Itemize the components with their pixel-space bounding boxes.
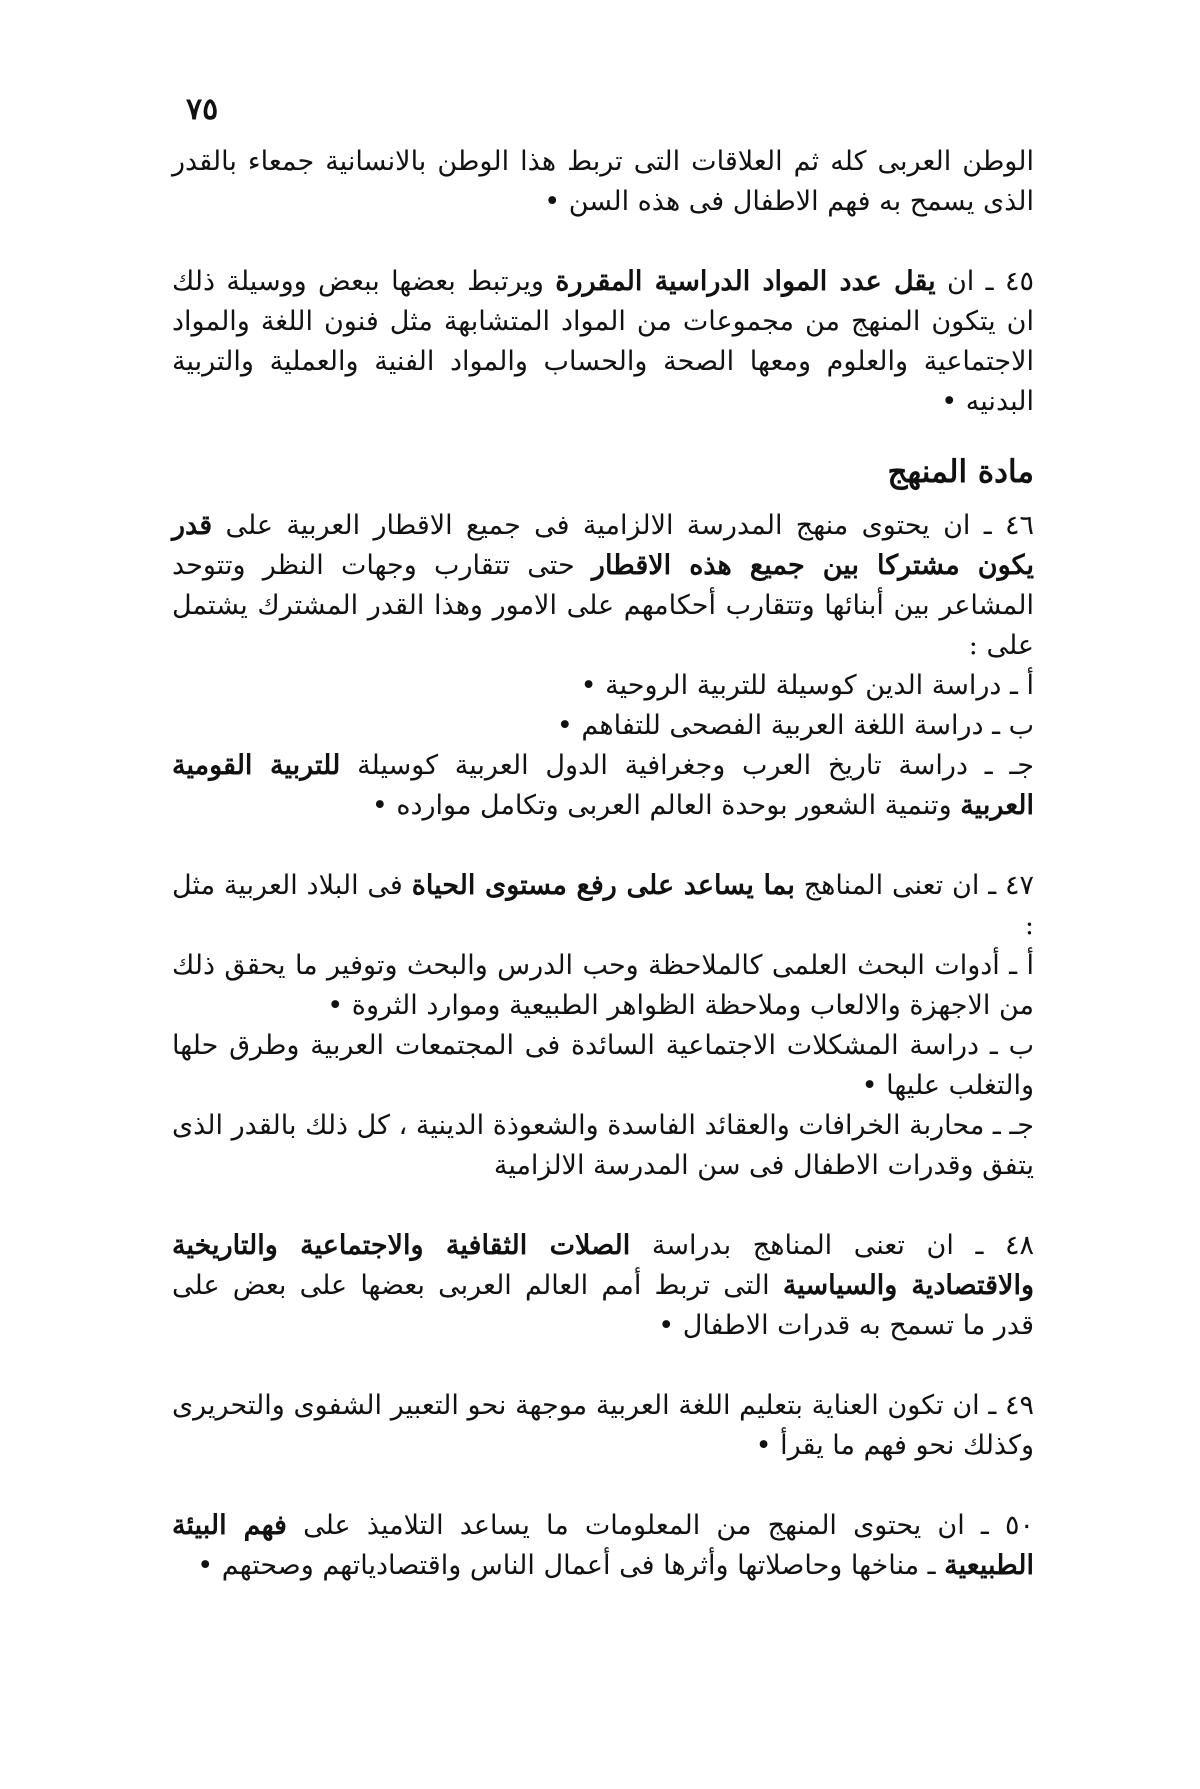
item-49-paragraph: ٤٩ ـ ان تكون العناية بتعليم اللغة العربية موجهة نحو التعبير الشفوى والتحريرى وكذلك نحو فهم ما يقرأ • [172, 1390, 1034, 1461]
item-45-paragraph [172, 262, 1034, 422]
item-46-rest: حتى تتقارب وجهات النظر وتتوحد المشاعر بين أبنائها وتتقارب أحكامهم على الامور وهذا القدر المشترك يشتمل على : [172, 550, 1034, 661]
item-47-subitem-c: جـ ـ محاربة الخرافات والعقائد الفاسدة والشعوذة الدينية ، كل ذلك بالقدر الذى يتفق وقدرات الاطفال فى سن المدرسة الالزامية [172, 1110, 1034, 1181]
page-content [172, 142, 1034, 1586]
item-45-rest: ويرتبط بعضها ببعض ووسيلة ذلك ان يتكون المنهج من مجموعات من المواد المتشابهة مثل فنون اللغة والمواد الاجتماعية والعلوم ومعها الصحة والحساب والمواد الفنية والعملية والتربية البدنيه • [172, 266, 1034, 417]
item-46-subitem-a: أ ـ دراسة الدين كوسيلة للتربية الروحية • [580, 670, 1034, 701]
item-50-paragraph [172, 1506, 1034, 1586]
item-48-emphasis: الصلات الثقافية والاجتماعية والتاريخية والاقتصادية والسياسية [172, 1230, 1034, 1301]
item-50-lead: ٥٠ ـ ان يحتوى المنهج من المعلومات ما يساعد التلاميذ على [286, 1510, 1034, 1541]
item-50-emphasis: فهم البيئة الطبيعية [172, 1510, 1034, 1581]
item-47-emphasis: بما يساعد على رفع مستوى الحياة [411, 870, 795, 901]
item-46-subitem-c-emphasis: للتربية القومية العربية [172, 750, 1034, 821]
item-45-emphasis: يقل عدد المواد الدراسية المقررة [555, 266, 936, 297]
section-heading: مادة المنهج [887, 454, 1034, 490]
item-46-paragraph [172, 506, 1034, 666]
item-47-lead: ٤٧ ـ ان تعنى المناهج [794, 870, 1034, 901]
item-46-subitem-c-rest: وتنمية الشعور بوحدة العالم العربى وتكامل موارده • [371, 790, 961, 821]
intro-paragraph: الوطن العربى كله ثم العلاقات التى تربط هذا الوطن بالانسانية جمعاء بالقدر الذى يسمح به فهم الاطفال فى هذه السن • [172, 146, 1034, 217]
item-50-rest: ـ مناخها وحاصلاتها وأثرها فى أعمال الناس واقتصادياتهم وصحتهم • [197, 1550, 945, 1581]
item-48-paragraph [172, 1226, 1034, 1346]
item-46-subitem-c-lead: جـ ـ دراسة تاريخ العرب وجغرافية الدول العربية كوسيلة [340, 750, 1034, 781]
item-48-rest: التى تربط أمم العالم العربى بعضها على بعض على قدر ما تسمح به قدرات الاطفال • [172, 1270, 1034, 1341]
item-47-paragraph [172, 866, 1034, 946]
page-number: ٧٥ [186, 92, 219, 127]
item-46-subitem-c [172, 746, 1034, 826]
item-46-subitem-b: ب ـ دراسة اللغة العربية الفصحى للتفاهم • [556, 710, 1034, 741]
item-45-lead: ٤٥ ـ ان [935, 266, 1034, 297]
item-48-lead: ٤٨ ـ ان تعنى المناهج بدراسة [630, 1230, 1034, 1261]
item-46-emphasis: قدر يكون مشتركا بين جميع هذه الاقطار [172, 510, 1035, 581]
item-47-subitem-b: ب ـ دراسة المشكلات الاجتماعية السائدة فى المجتمعات العربية وطرق حلها والتغلب عليها • [172, 1030, 1034, 1101]
item-47-rest: فى البلاد العربية مثل : [172, 870, 1034, 941]
item-46-lead: ٤٦ ـ ان يحتوى منهج المدرسة الالزامية فى جميع الاقطار العربية على [212, 510, 1034, 541]
item-47-subitem-a: أ ـ أدوات البحث العلمى كالملاحظة وحب الدرس والبحث وتوفير ما يحقق ذلك من الاجهزة والالعاب وملاحظة الظواهر الطبيعية وموارد الثروة • [172, 950, 1034, 1021]
